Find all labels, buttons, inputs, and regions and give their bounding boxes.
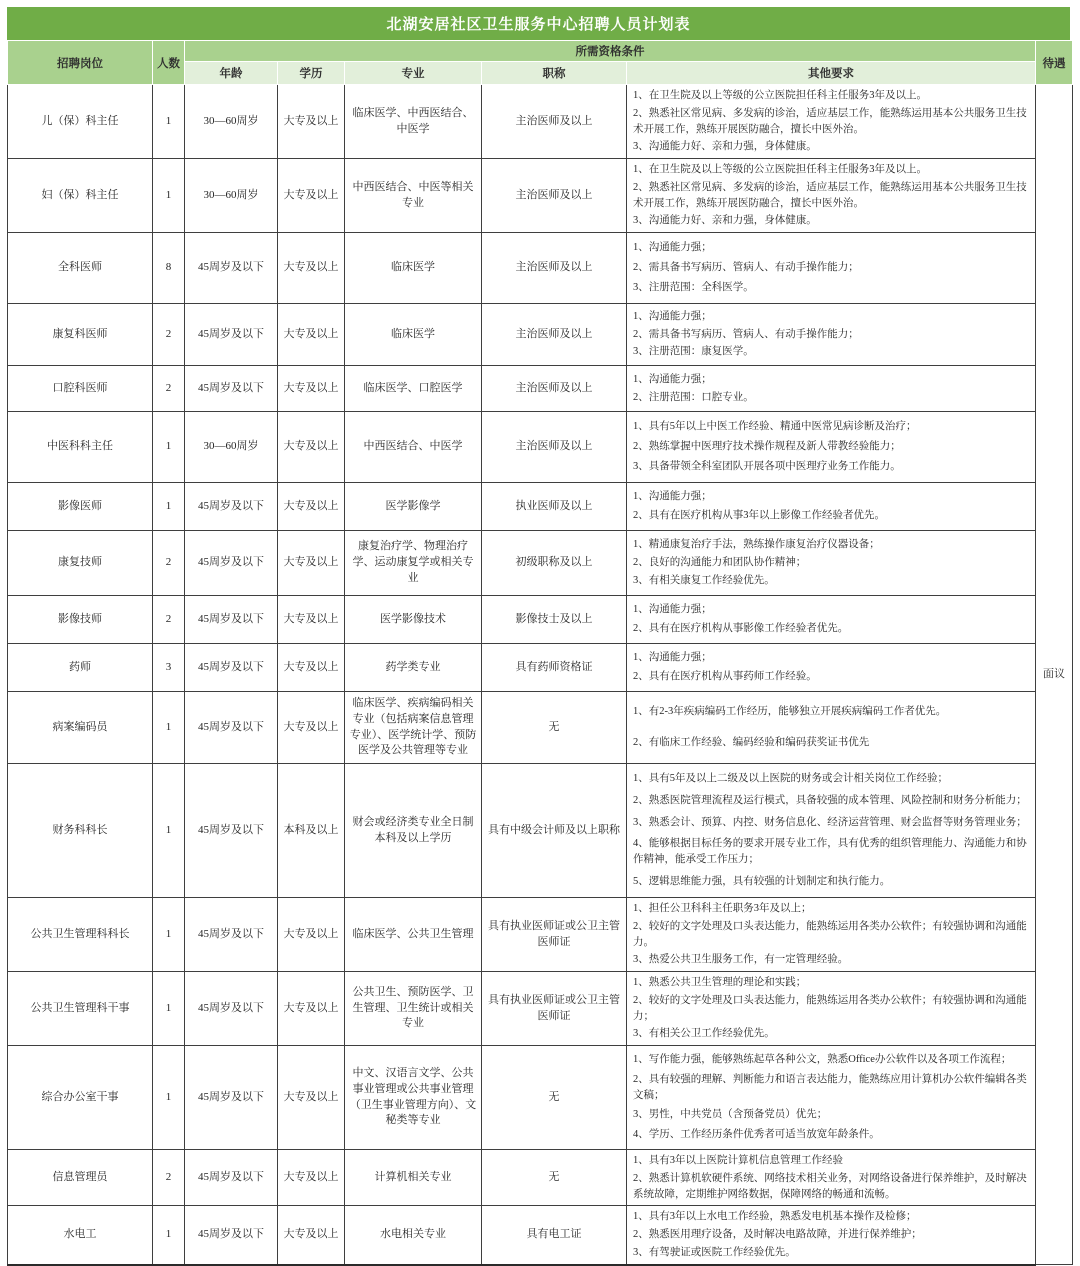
requirement-item: 3、具备带领全科室团队开展各项中医理疗业务工作能力。	[633, 461, 901, 473]
cell-position: 水电工	[8, 1206, 153, 1265]
cell-requirements	[627, 972, 1036, 1046]
cell-count: 1	[153, 483, 185, 531]
cell-position: 儿（保）科主任	[8, 85, 153, 159]
cell-education: 大专及以上	[278, 85, 345, 159]
cell-major: 公共卫生、预防医学、卫生管理、卫生统计或相关专业	[345, 972, 482, 1046]
requirements-list	[633, 238, 1031, 299]
table-row	[8, 1150, 1073, 1206]
cell-requirements	[627, 233, 1036, 304]
cell-requirements	[627, 1150, 1036, 1206]
cell-count: 1	[153, 692, 185, 764]
cell-major: 计算机相关专业	[345, 1150, 482, 1206]
cell-education: 大专及以上	[278, 692, 345, 764]
requirement-item: 2、熟悉社区常见病、多发病的诊治，适应基层工作，能熟练运用基本公共服务卫生技术开展工作，熟练开展医防融合，擅长中医外治。	[633, 107, 1027, 135]
cell-age: 45周岁及以下	[185, 596, 278, 644]
table-row	[8, 764, 1073, 898]
cell-position: 口腔科医师	[8, 366, 153, 412]
cell-age: 45周岁及以下	[185, 233, 278, 304]
cell-title: 具有执业医师证或公卫主管医师证	[482, 898, 627, 972]
cell-treatment-value: 面议	[1036, 85, 1073, 1265]
requirement-item: 3、有驾驶证或医院工作经验优先。	[633, 1246, 796, 1258]
requirement-item: 1、在卫生院及以上等级的公立医院担任科主任服务3年及以上。	[633, 90, 927, 101]
cell-age: 45周岁及以下	[185, 898, 278, 972]
table-row	[8, 644, 1073, 692]
cell-requirements	[627, 898, 1036, 972]
requirement-item: 2、注册范围：口腔专业。	[633, 391, 754, 403]
cell-title: 具有执业医师证或公卫主管医师证	[482, 972, 627, 1046]
cell-education: 大专及以上	[278, 596, 345, 644]
requirement-item: 1、沟通能力强；	[633, 241, 712, 253]
cell-count: 1	[153, 764, 185, 898]
cell-requirements	[627, 764, 1036, 898]
cell-requirements	[627, 366, 1036, 412]
cell-count: 1	[153, 159, 185, 233]
cell-position: 妇（保）科主任	[8, 159, 153, 233]
cell-position: 信息管理员	[8, 1150, 153, 1206]
cell-title: 无	[482, 1150, 627, 1206]
cell-education: 大专及以上	[278, 1046, 345, 1150]
table-row	[8, 412, 1073, 483]
requirement-item: 1、具有3年以上医院计算机信息管理工作经验	[633, 1155, 843, 1166]
cell-education: 大专及以上	[278, 366, 345, 412]
requirement-item: 2、具有较强的理解、判断能力和语言表达能力，能熟练应用计算机办公软件编辑各类文稿；	[633, 1073, 1027, 1101]
cell-title: 主治医师及以上	[482, 304, 627, 366]
requirement-item: 1、写作能力强，能够熟练起草各种公文，熟悉Office办公软件以及各项工作流程；	[633, 1054, 1012, 1066]
requirements-list	[633, 417, 1031, 478]
requirement-item: 3、注册范围：康复医学。	[633, 346, 754, 358]
cell-position: 影像技师	[8, 596, 153, 644]
cell-position: 影像医师	[8, 483, 153, 531]
cell-age: 45周岁及以下	[185, 483, 278, 531]
cell-age: 45周岁及以下	[185, 644, 278, 692]
cell-title: 无	[482, 692, 627, 764]
cell-requirements	[627, 159, 1036, 233]
requirement-item: 3、熟悉会计、预算、内控、财务信息化、经济运营管理、财会监督等财务管理业务；	[633, 816, 1027, 828]
requirement-item: 2、良好的沟通能力和团队协作精神；	[633, 557, 807, 569]
requirement-item: 1、熟悉公共卫生管理的理论和实践；	[633, 977, 807, 988]
cell-requirements	[627, 304, 1036, 366]
requirements-list	[633, 161, 1031, 230]
cell-requirements	[627, 1206, 1036, 1265]
cell-major: 临床医学、中西医结合、中医学	[345, 85, 482, 159]
cell-count: 1	[153, 1046, 185, 1150]
header-row-main	[8, 41, 1073, 62]
table-row	[8, 366, 1073, 412]
table-row	[8, 1206, 1073, 1265]
cell-title: 主治医师及以上	[482, 412, 627, 483]
requirement-item: 3、沟通能力好、亲和力强，身体健康。	[633, 215, 817, 227]
requirement-item: 1、在卫生院及以上等级的公立医院担任科主任服务3年及以上。	[633, 164, 927, 175]
cell-major: 康复治疗学、物理治疗学、运动康复学或相关专业	[345, 531, 482, 596]
cell-count: 3	[153, 644, 185, 692]
cell-major: 中西医结合、中医学	[345, 412, 482, 483]
header-age: 年龄	[185, 62, 278, 85]
requirement-item: 1、具有5年及以上二级及以上医院的财务或会计相关岗位工作经验；	[633, 773, 948, 785]
cell-education: 本科及以上	[278, 764, 345, 898]
cell-major: 中西医结合、中医等相关专业	[345, 159, 482, 233]
requirements-list	[633, 601, 1031, 639]
requirement-item: 3、男性，中共党员（含预备党员）优先；	[633, 1109, 828, 1121]
requirement-item: 2、熟悉医院管理流程及运行模式，具备较强的成本管理、风险控制和财务分析能力；	[633, 795, 1027, 807]
cell-position: 病案编码员	[8, 692, 153, 764]
cell-education: 大专及以上	[278, 483, 345, 531]
cell-requirements	[627, 531, 1036, 596]
header-title: 职称	[482, 62, 627, 85]
cell-requirements	[627, 644, 1036, 692]
table-row	[8, 159, 1073, 233]
requirement-item: 2、较好的文字处理及口头表达能力，能熟练运用各类办公软件；有较强协调和沟通能力。	[633, 920, 1027, 948]
cell-age: 45周岁及以下	[185, 1046, 278, 1150]
page-title: 北湖安居社区卫生服务中心招聘人员计划表	[7, 7, 1070, 40]
table-row	[8, 596, 1073, 644]
cell-title: 主治医师及以上	[482, 233, 627, 304]
cell-requirements	[627, 483, 1036, 531]
cell-major: 药学类专业	[345, 644, 482, 692]
requirement-item: 1、精通康复治疗手法，熟练操作康复治疗仪器设备；	[633, 538, 880, 550]
table-body	[8, 85, 1073, 1265]
cell-education: 大专及以上	[278, 972, 345, 1046]
cell-position: 康复技师	[8, 531, 153, 596]
header-major: 专业	[345, 62, 482, 85]
cell-count: 2	[153, 596, 185, 644]
cell-major: 临床医学、疾病编码相关专业（包括病案信息管理专业）、医学统计学、预防医学及公共管理等专业	[345, 692, 482, 764]
requirement-item: 1、具有5年以上中医工作经验、精通中医常见病诊断及治疗；	[633, 420, 917, 432]
header-qualifications: 所需资格条件	[185, 41, 1036, 62]
requirement-item: 3、沟通能力好、亲和力强，身体健康。	[633, 141, 817, 153]
requirement-item: 2、需具备书写病历、管病人、有动手操作能力；	[633, 328, 859, 340]
cell-education: 大专及以上	[278, 644, 345, 692]
requirement-item: 2、有临床工作经验、编码经验和编码获奖证书优先	[633, 737, 870, 749]
cell-requirements	[627, 85, 1036, 159]
header-education: 学历	[278, 62, 345, 85]
requirements-list	[633, 87, 1031, 156]
requirements-list	[633, 769, 1031, 893]
cell-position: 药师	[8, 644, 153, 692]
cell-title: 主治医师及以上	[482, 159, 627, 233]
cell-count: 2	[153, 1150, 185, 1206]
cell-count: 2	[153, 304, 185, 366]
requirement-item: 1、有2-3年疾病编码工作经历，能够独立开展疾病编码工作者优先。	[633, 706, 947, 718]
requirements-list	[633, 488, 1031, 526]
cell-position: 全科医师	[8, 233, 153, 304]
header-count: 人数	[153, 41, 185, 85]
requirements-list	[633, 308, 1031, 361]
cell-position: 综合办公室干事	[8, 1046, 153, 1150]
cell-title: 主治医师及以上	[482, 366, 627, 412]
requirement-item: 2、具有在医疗机构从事3年以上影像工作经验者优先。	[633, 510, 885, 522]
cell-education: 大专及以上	[278, 1150, 345, 1206]
requirements-list	[633, 900, 1031, 969]
requirement-item: 1、沟通能力强；	[633, 652, 712, 664]
cell-education: 大专及以上	[278, 159, 345, 233]
requirement-item: 1、沟通能力强；	[633, 604, 712, 616]
cell-requirements	[627, 692, 1036, 764]
requirement-item: 3、热爱公共卫生服务工作，有一定管理经验。	[633, 954, 849, 966]
cell-title: 影像技士及以上	[482, 596, 627, 644]
cell-position: 公共卫生管理科干事	[8, 972, 153, 1046]
cell-position: 中医科科主任	[8, 412, 153, 483]
cell-count: 1	[153, 972, 185, 1046]
requirements-list	[633, 1152, 1031, 1203]
requirement-item: 2、熟练掌握中医理疗技术操作规程及新人带教经验能力；	[633, 441, 901, 453]
cell-requirements	[627, 596, 1036, 644]
cell-major: 临床医学	[345, 233, 482, 304]
requirement-item: 3、有相关康复工作经验优先。	[633, 575, 775, 587]
cell-requirements	[627, 1046, 1036, 1150]
requirement-item: 2、熟悉计算机软硬件系统、网络技术相关业务，对网络设备进行保养维护，及时解决系统故障，定期维护网络数据，保障网络的畅通和流畅。	[633, 1172, 1027, 1200]
cell-title: 具有电工证	[482, 1206, 627, 1265]
cell-major: 中文、汉语言文学、公共事业管理或公共事业管理（卫生事业管理方向）、文秘类等专业	[345, 1046, 482, 1150]
requirement-item: 1、担任公卫科科主任职务3年及以上；	[633, 903, 812, 914]
table-row	[8, 1046, 1073, 1150]
table-row	[8, 531, 1073, 596]
cell-age: 30—60周岁	[185, 159, 278, 233]
cell-count: 1	[153, 1206, 185, 1265]
cell-age: 45周岁及以下	[185, 304, 278, 366]
requirement-item: 3、注册范围：全科医学。	[633, 282, 754, 294]
recruitment-table	[7, 40, 1073, 1266]
requirement-item: 1、具有3年以上水电工作经验，熟悉发电机基本操作及检修；	[633, 1211, 917, 1223]
cell-education: 大专及以上	[278, 898, 345, 972]
requirement-item: 5、逻辑思维能力强，具有较强的计划制定和执行能力。	[633, 875, 891, 887]
cell-count: 1	[153, 898, 185, 972]
requirement-item: 4、能够根据目标任务的要求开展专业工作，具有优秀的组织管理能力、沟通能力和协作精神，能承受工作压力；	[633, 838, 1027, 866]
cell-age: 30—60周岁	[185, 85, 278, 159]
requirements-list	[633, 1208, 1031, 1261]
requirement-item: 2、熟悉医用理疗设备，及时解决电路故障，并进行保养维护；	[633, 1229, 922, 1240]
cell-major: 医学影像技术	[345, 596, 482, 644]
requirements-list	[633, 371, 1031, 407]
requirement-item: 2、具有在医疗机构从事药师工作经验。	[633, 671, 817, 683]
requirement-item: 2、较好的文字处理及口头表达能力，能熟练运用各类办公软件；有较强协调和沟通能力；	[633, 994, 1027, 1022]
cell-count: 1	[153, 85, 185, 159]
requirement-item: 3、有相关公卫工作经验优先。	[633, 1028, 775, 1040]
table-row	[8, 233, 1073, 304]
table-row	[8, 85, 1073, 159]
table-row	[8, 483, 1073, 531]
header-other-requirements: 其他要求	[627, 62, 1036, 85]
requirement-item: 4、学历、工作经历条件优秀者可适当放宽年龄条件。	[633, 1128, 880, 1140]
cell-education: 大专及以上	[278, 412, 345, 483]
cell-title: 无	[482, 1046, 627, 1150]
cell-education: 大专及以上	[278, 304, 345, 366]
table-row	[8, 692, 1073, 764]
requirement-item: 1、沟通能力强；	[633, 310, 712, 322]
cell-count: 1	[153, 412, 185, 483]
cell-requirements	[627, 412, 1036, 483]
cell-title: 初级职称及以上	[482, 531, 627, 596]
requirements-list	[633, 536, 1031, 591]
header-position: 招聘岗位	[8, 41, 153, 85]
requirements-list	[633, 697, 1031, 759]
cell-title: 执业医师及以上	[482, 483, 627, 531]
cell-age: 45周岁及以下	[185, 972, 278, 1046]
cell-major: 临床医学、公共卫生管理	[345, 898, 482, 972]
cell-position: 康复科医师	[8, 304, 153, 366]
requirements-list	[633, 974, 1031, 1043]
requirement-item: 1、沟通能力强；	[633, 373, 712, 385]
requirement-item: 2、熟悉社区常见病、多发病的诊治，适应基层工作，能熟练运用基本公共服务卫生技术开展工作，熟练开展医防融合，擅长中医外治。	[633, 181, 1027, 209]
cell-position: 公共卫生管理科科长	[8, 898, 153, 972]
cell-age: 45周岁及以下	[185, 531, 278, 596]
cell-count: 8	[153, 233, 185, 304]
requirements-list	[633, 1051, 1031, 1145]
cell-age: 30—60周岁	[185, 412, 278, 483]
cell-age: 45周岁及以下	[185, 366, 278, 412]
cell-major: 临床医学、口腔医学	[345, 366, 482, 412]
cell-major: 临床医学	[345, 304, 482, 366]
cell-age: 45周岁及以下	[185, 1150, 278, 1206]
cell-major: 水电相关专业	[345, 1206, 482, 1265]
cell-major: 医学影像学	[345, 483, 482, 531]
table-row	[8, 304, 1073, 366]
cell-position: 财务科科长	[8, 764, 153, 898]
table-header	[8, 41, 1073, 85]
cell-education: 大专及以上	[278, 531, 345, 596]
cell-title: 具有中级会计师及以上职称	[482, 764, 627, 898]
cell-title: 具有药师资格证	[482, 644, 627, 692]
table-row	[8, 972, 1073, 1046]
cell-major: 财会或经济类专业全日制本科及以上学历	[345, 764, 482, 898]
header-treatment: 待遇	[1036, 41, 1073, 85]
cell-title: 主治医师及以上	[482, 85, 627, 159]
cell-age: 45周岁及以下	[185, 1206, 278, 1265]
cell-education: 大专及以上	[278, 233, 345, 304]
cell-age: 45周岁及以下	[185, 692, 278, 764]
requirement-item: 2、具有在医疗机构从事影像工作经验者优先。	[633, 623, 849, 635]
requirement-item: 1、沟通能力强；	[633, 491, 712, 503]
cell-age: 45周岁及以下	[185, 764, 278, 898]
requirements-list	[633, 649, 1031, 687]
cell-count: 2	[153, 531, 185, 596]
cell-education: 大专及以上	[278, 1206, 345, 1265]
requirement-item: 2、需具备书写病历、管病人、有动手操作能力；	[633, 262, 859, 274]
cell-count: 2	[153, 366, 185, 412]
table-row	[8, 898, 1073, 972]
